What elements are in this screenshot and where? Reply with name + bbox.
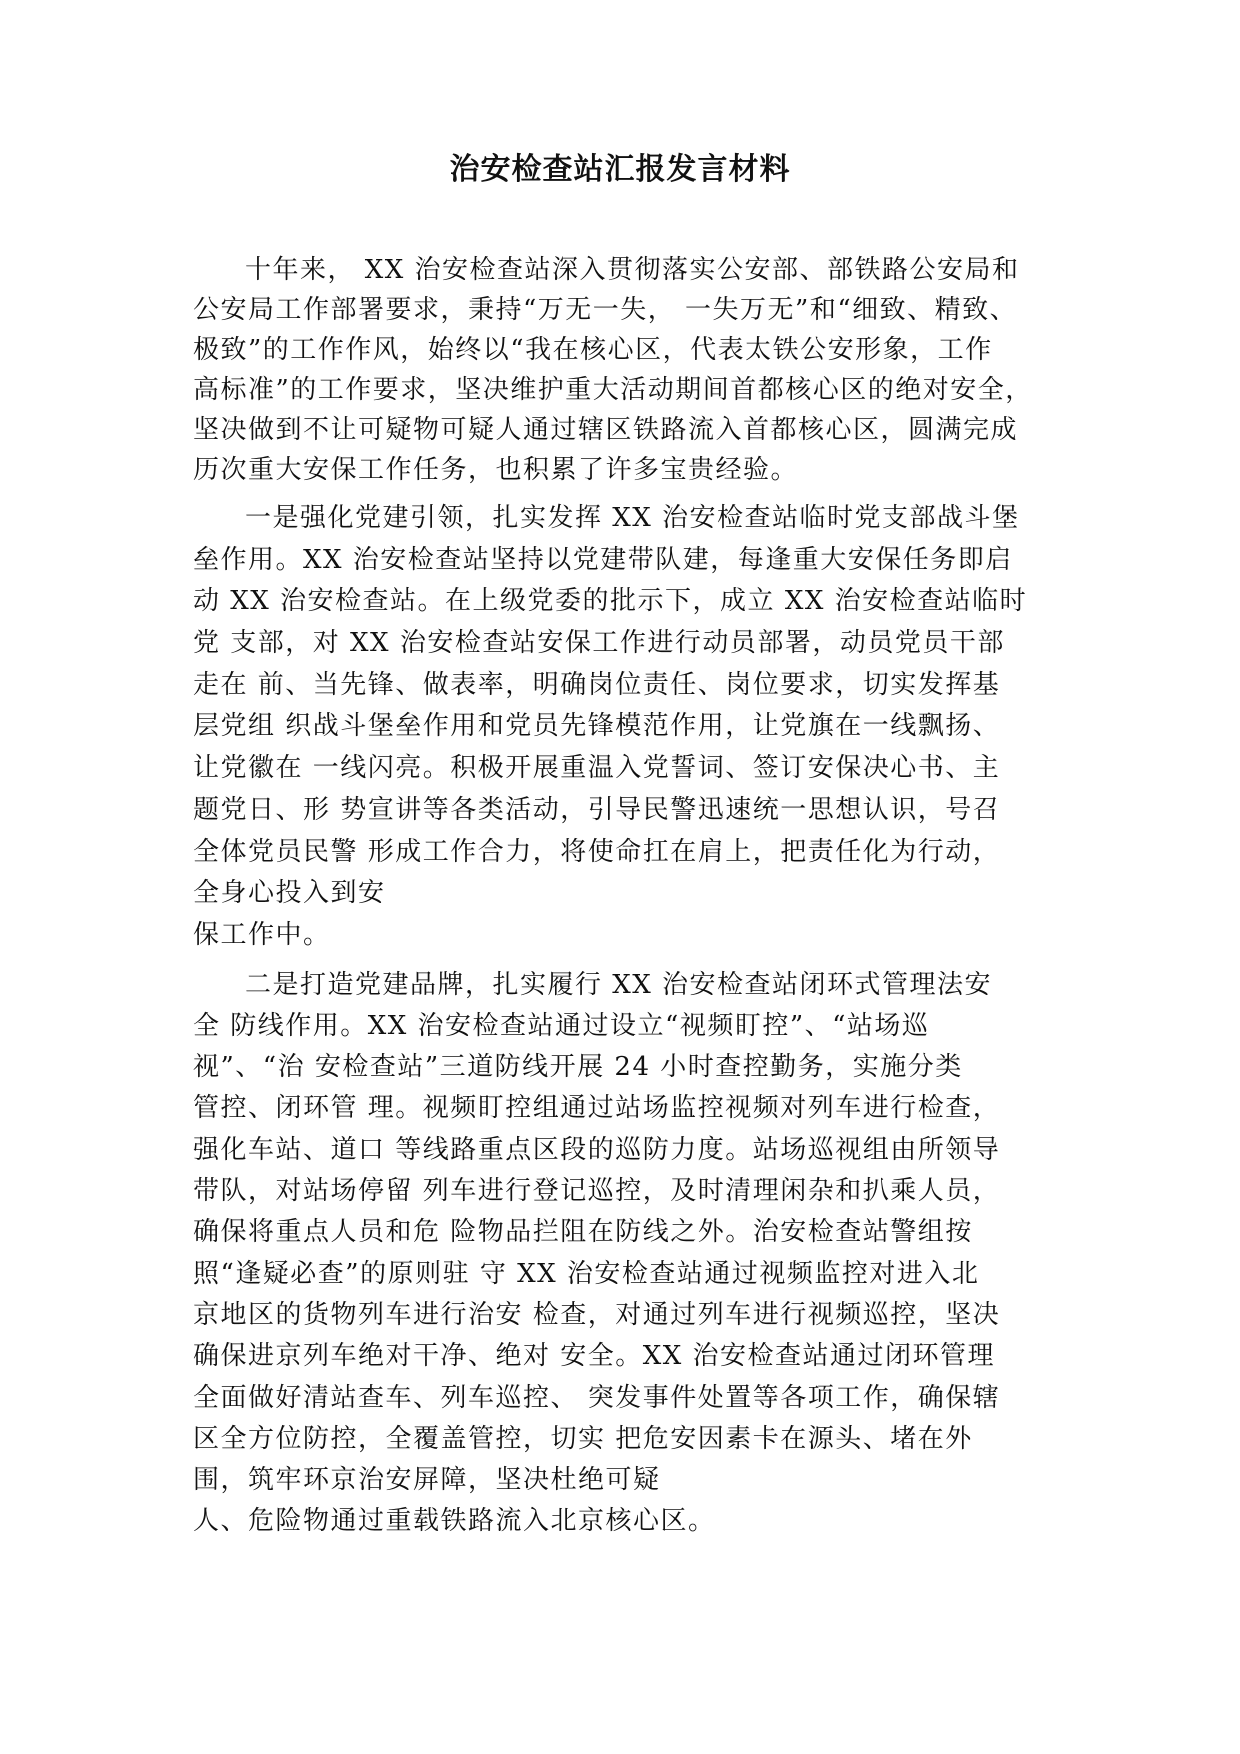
paragraph-line: 管控、闭环管 理。视频盯控组通过站场监控视频对列车进行检查， bbox=[193, 1093, 1001, 1124]
paragraph-line: 十年来， XX 治安检查站深入贯彻落实公安部、部铁路公安局和 bbox=[245, 255, 1020, 285]
paragraph-line: 历次重大安保工作任务，也积累了许多宝贵经验。 bbox=[193, 455, 799, 485]
paragraph-line: 人、危险物通过重载铁路流入北京核心区。 bbox=[193, 1506, 716, 1537]
paragraph-line: 全 防线作用。XX 治安检查站通过设立“视频盯控”、“站场巡 bbox=[193, 1010, 930, 1041]
paragraph-line: 走在 前、当先锋、做表率，明确岗位责任、岗位要求，切实发挥基 bbox=[193, 669, 1001, 700]
paragraph-line: 党 支部，对 XX 治安检查站安保工作进行动员部署，动员党员干部 bbox=[193, 628, 1005, 659]
paragraph-line: 确保将重点人员和危 险物品拦阻在防线之外。治安检查站警组按 bbox=[193, 1217, 973, 1248]
document-body bbox=[193, 250, 1063, 1551]
paragraph-line: 垒作用。XX 治安检查站坚持以党建带队建，每逢重大安保任务即启 bbox=[193, 544, 1013, 575]
paragraph-line: 京地区的货物列车进行治安 检查，对通过列车进行视频巡控，坚决 bbox=[193, 1299, 1001, 1330]
paragraph-line: 全体党员民警 形成工作合力，将使命扛在肩上，把责任化为行动， bbox=[193, 836, 1001, 867]
paragraph-brand bbox=[193, 965, 1063, 1543]
paragraph-intro bbox=[193, 250, 1063, 490]
paragraph-line: 二是打造党建品牌，扎实履行 XX 治安检查站闭环式管理法安 bbox=[245, 969, 993, 1000]
paragraph-line: 让党徽在 一线闪亮。积极开展重温入党誓词、签订安保决心书、主 bbox=[193, 753, 1001, 784]
paragraph-line: 一是强化党建引领，扎实发挥 XX 治安检查站临时党支部战斗堡 bbox=[245, 503, 1020, 533]
paragraph-line: 高标准”的工作要求，坚决维护重大活动期间首都核心区的绝对安全， bbox=[193, 375, 1033, 405]
paragraph-line: 动 XX 治安检查站。在上级党委的批示下，成立 XX 治安检查站临时 bbox=[193, 586, 1028, 617]
paragraph-line: 全身心投入到安 bbox=[193, 878, 386, 909]
paragraph-line: 视”、“治 安检查站”三道防线开展 24 小时查控勤务，实施分类 bbox=[193, 1052, 963, 1083]
paragraph-line: 题党日、形 势宣讲等各类活动，引导民警迅速统一思想认识，号召 bbox=[193, 794, 1001, 825]
paragraph-line: 确保进京列车绝对干净、绝对 安全。XX 治安检查站通过闭环管理 bbox=[193, 1341, 996, 1372]
paragraph-line: 带队，对站场停留 列车进行登记巡控，及时清理闲杂和扒乘人员， bbox=[193, 1176, 1001, 1207]
paragraph-line: 保工作中。 bbox=[193, 919, 331, 950]
document-title: 治安检查站汇报发言材料 bbox=[449, 152, 791, 187]
paragraph-party-building bbox=[193, 498, 1063, 957]
paragraph-line: 坚决做到不让可疑物可疑人通过辖区铁路流入首都核心区，圆满完成 bbox=[193, 415, 1019, 445]
paragraph-line: 照“逢疑必查”的原则驻 守 XX 治安检查站通过视频监控对进入北 bbox=[193, 1258, 980, 1289]
paragraph-line: 围，筑牢环京治安屏障，坚决杜绝可疑 bbox=[193, 1465, 661, 1496]
paragraph-line: 极致”的工作作风，始终以“我在核心区，代表太铁公安形象，工作 bbox=[193, 335, 993, 365]
paragraph-line: 区全方位防控，全覆盖管控，切实 把危安因素卡在源头、堵在外 bbox=[193, 1423, 973, 1454]
paragraph-line: 强化车站、道口 等线路重点区段的巡防力度。站场巡视组由所领导 bbox=[193, 1134, 1001, 1165]
paragraph-line: 层党组 织战斗堡垒作用和党员先锋模范作用，让党旗在一线飘扬、 bbox=[193, 711, 1001, 742]
paragraph-line: 公安局工作部署要求，秉持“万无一失， 一失万无”和“细致、精致、 bbox=[193, 295, 1018, 325]
paragraph-line: 全面做好清站查车、列车巡控、 突发事件处置等各项工作，确保辖 bbox=[193, 1382, 1001, 1413]
